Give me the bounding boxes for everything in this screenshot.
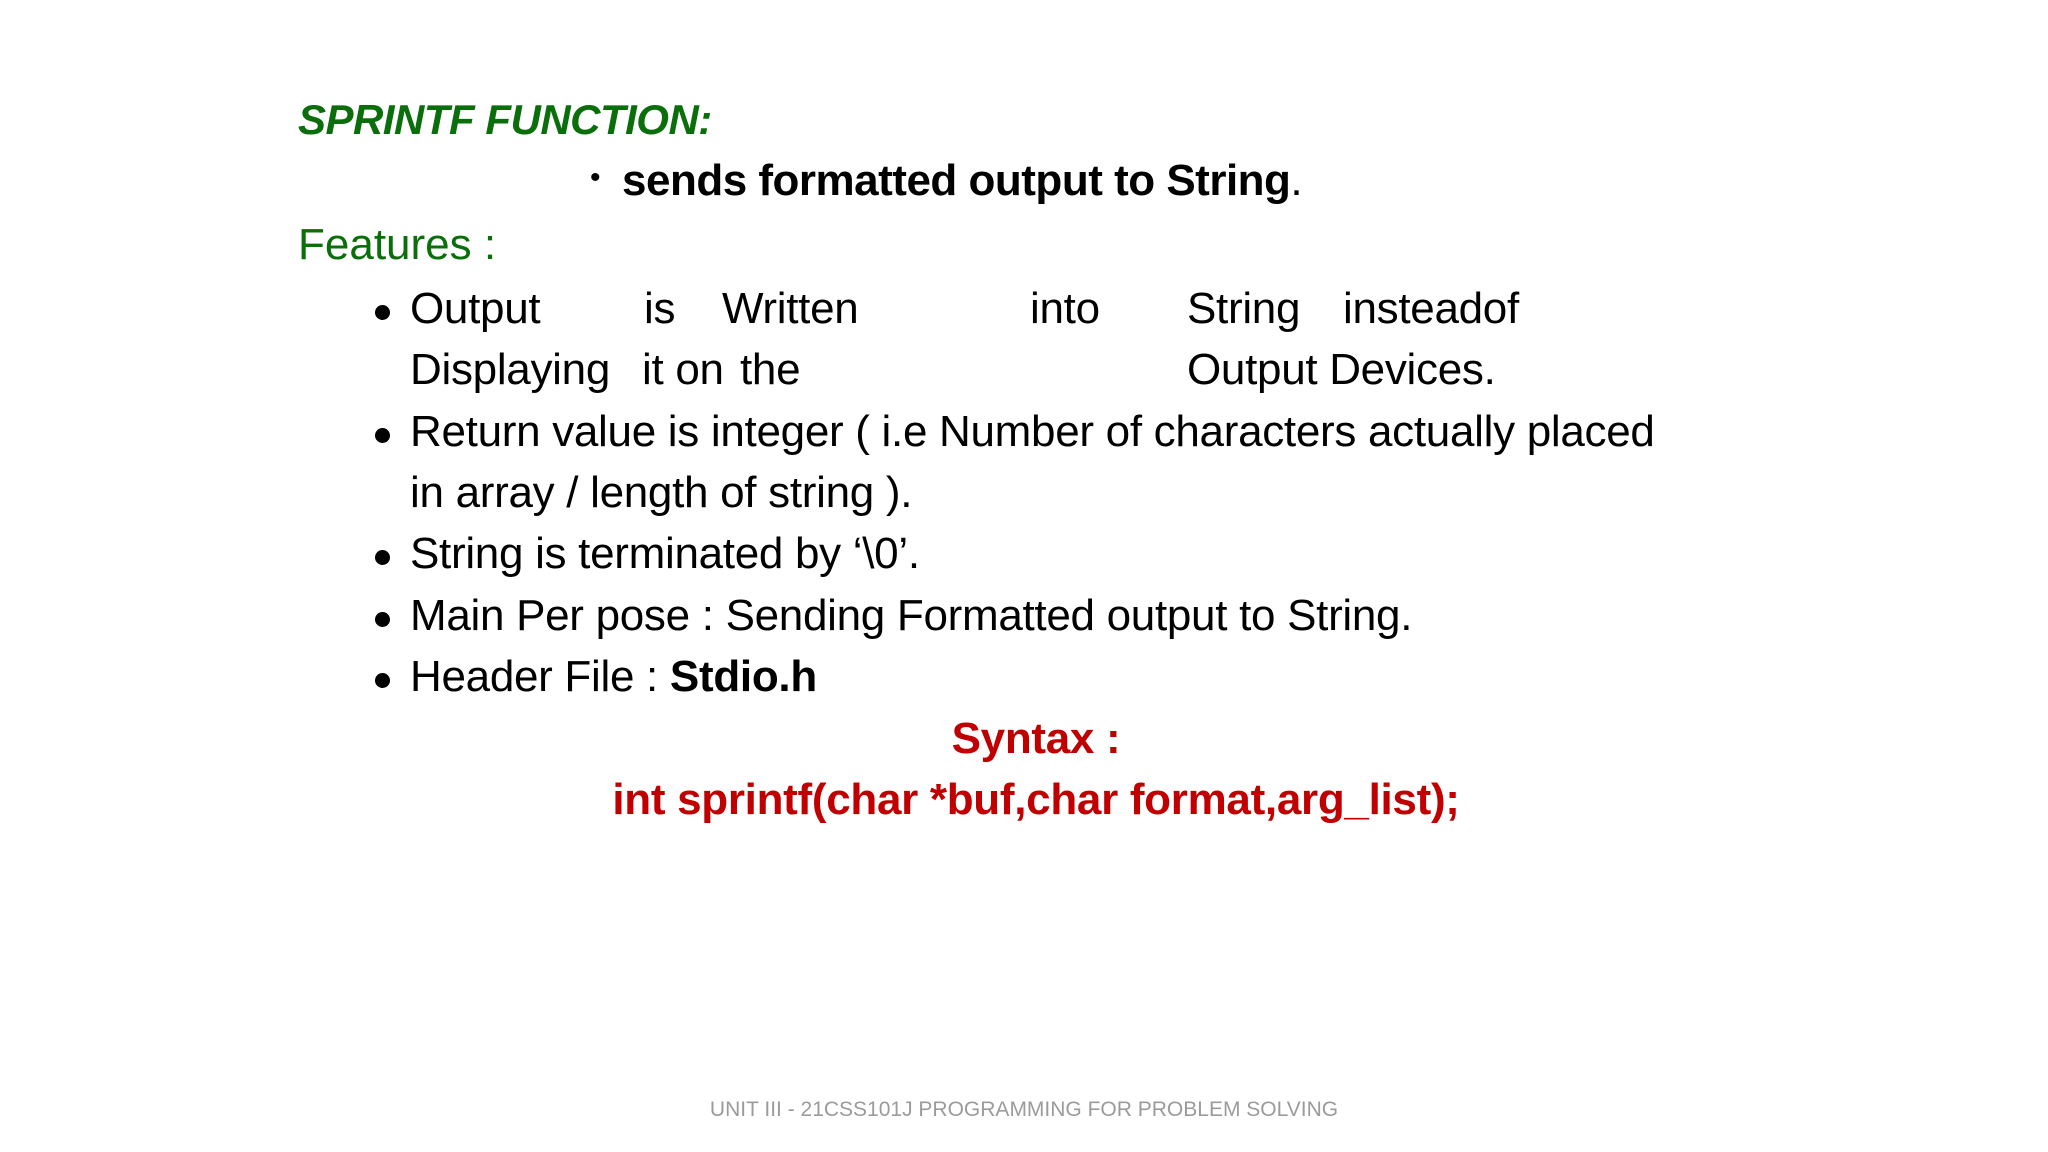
- slide-title: SPRINTF FUNCTION:: [298, 96, 712, 143]
- bullet1-word: is: [644, 284, 676, 333]
- bullet-icon: [375, 550, 390, 565]
- bullet1-word: insteadof: [1343, 284, 1519, 333]
- bullet-icon: •: [590, 161, 601, 194]
- bullet3-text: String is terminated by ‘\0’.: [410, 529, 920, 578]
- bullet5-text: [410, 652, 817, 702]
- bullet1-word: it on: [642, 345, 724, 394]
- slide-footer: UNIT III - 21CSS101J PROGRAMMING FOR PROBLEM SOLVING: [709, 1098, 1339, 1121]
- bullet-icon: [375, 673, 390, 688]
- bullet1-word: into: [1030, 284, 1100, 333]
- bullet1-word: Written: [722, 284, 859, 333]
- tagline: [590, 156, 1302, 206]
- header-file-value: Stdio.h: [669, 652, 817, 701]
- bullet-icon: [375, 612, 390, 627]
- bullet1-word: String: [1187, 284, 1301, 333]
- bullet-icon: [375, 428, 390, 443]
- bullet-icon: [375, 305, 390, 320]
- bullet1-word: Displaying: [410, 345, 610, 394]
- syntax-code: int sprintf(char *buf,char format,arg_list);: [612, 775, 1460, 824]
- header-file-label: Header File :: [410, 652, 670, 701]
- bullet1-word: the: [740, 345, 801, 394]
- syntax-label: Syntax :: [951, 714, 1121, 763]
- bullet4-text: Main Per pose : Sending Formatted output to String.: [410, 591, 1413, 640]
- tagline-text: sends formatted output to String: [622, 156, 1291, 205]
- tagline-period: .: [1290, 156, 1303, 205]
- bullet1-word: Output: [410, 284, 541, 333]
- bullet1-word: Output Devices.: [1187, 345, 1496, 394]
- bullet2-line: Return value is integer ( i.e Number of characters actually placed: [410, 407, 1655, 456]
- bullet2-line: in array / length of string ).: [410, 468, 913, 517]
- features-label: Features :: [298, 220, 497, 269]
